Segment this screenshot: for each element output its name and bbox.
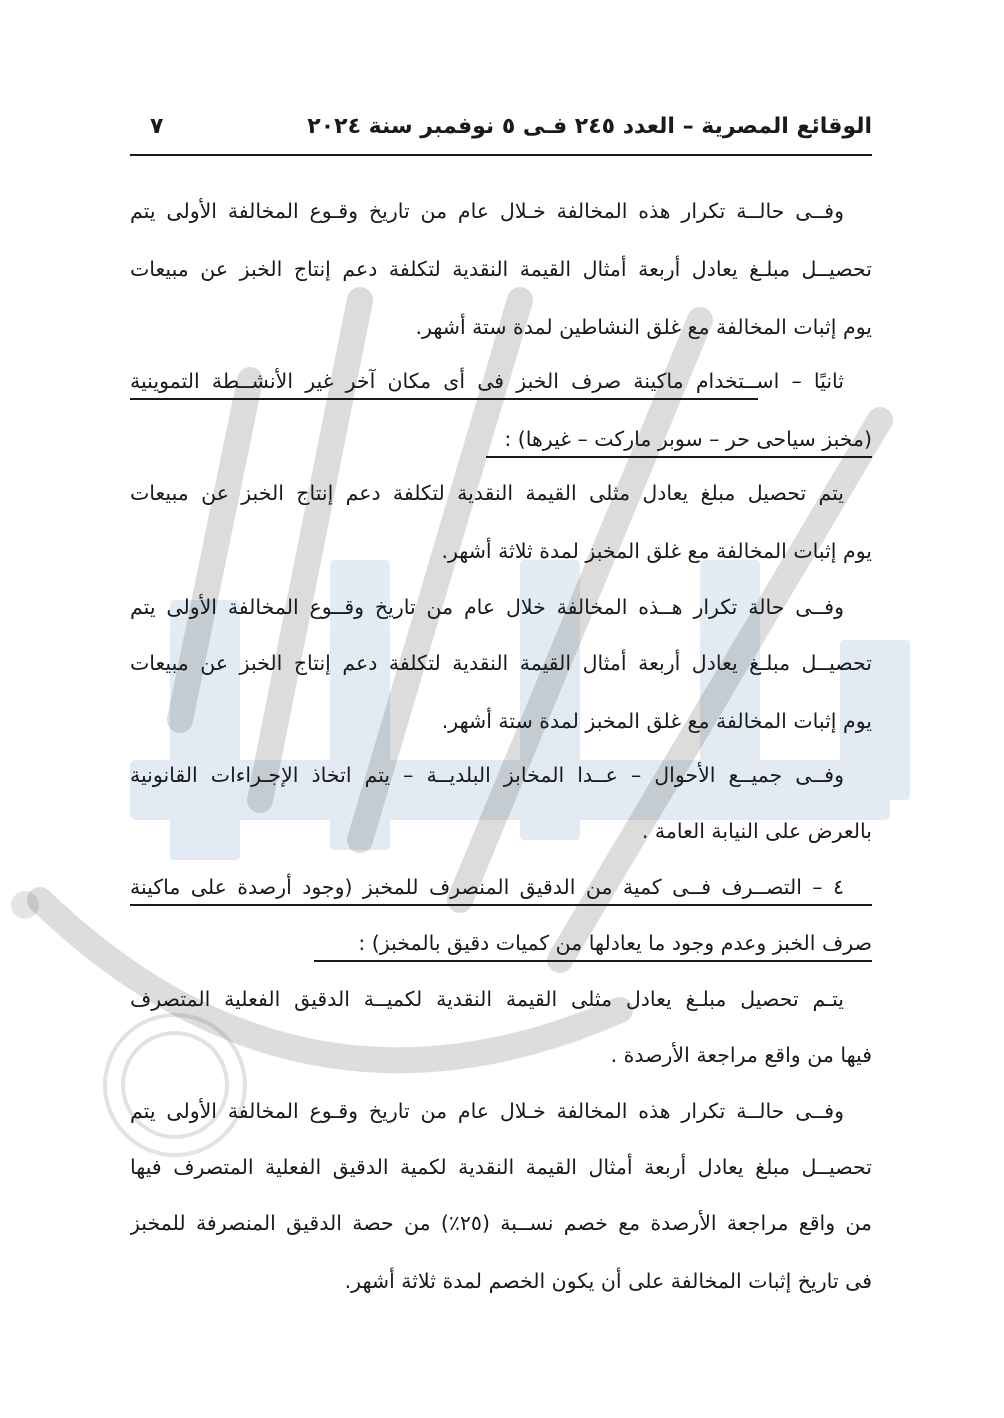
body-line: وفــى حالــة تكرار هذه المخالفة خـلال عام من تاريخ وقـوع المخالفة الأولى يتم bbox=[130, 199, 844, 223]
body-line: بالعرض على النيابة العامة . bbox=[641, 819, 872, 843]
body-line: وفــى حالــة تكرار هذه المخالفة خـلال عام من تاريخ وقـوع المخالفة الأولى يتم bbox=[130, 1099, 844, 1123]
body-line: تحصيــل مبلغ يعادل أربعة أمثال القيمة النقدية لكمية الدقيق الفعلية المتصرف فيها bbox=[130, 1155, 872, 1179]
body-line: فى تاريخ إثبات المخالفة على أن يكون الخصم لمدة ثلاثة أشهر. bbox=[344, 1269, 872, 1293]
body-line: (مخبز سياحى حر – سوبر ماركت – غيرها) : bbox=[504, 427, 872, 451]
page-header bbox=[130, 108, 872, 156]
body-line: يتـم تحصيل مبلـغ يعادل مثلى القيمة النقدية لكميــة الدقيق الفعلية المتصرف bbox=[130, 987, 844, 1011]
body-line: ثانيًا – اســتخدام ماكينة صرف الخبز فى أى مكان آخر غير الأنشــطة التموينية bbox=[130, 369, 844, 393]
underline-rule bbox=[486, 456, 872, 458]
header-title: الوقائع المصرية – العدد ٢٤٥ فـى ٥ نوفمبر سنة ٢٠٢٤ bbox=[307, 114, 872, 139]
body-line: يوم إثبات المخالفة مع غلق النشاطين لمدة ستة أشهر. bbox=[415, 315, 872, 339]
body-line: وفــى حالة تكرار هــذه المخالفة خلال عام من تاريخ وقــوع المخالفة الأولى يتم bbox=[130, 595, 844, 619]
body-line: يتم تحصيل مبلغ يعادل مثلى القيمة النقدية لتكلفة دعم إنتاج الخبز عن مبيعات bbox=[130, 481, 844, 505]
body-line: صرف الخبز وعدم وجود ما يعادلها من كميات دقيق بالمخبز) : bbox=[358, 931, 872, 955]
body-line: وفــى جميــع الأحوال – عــدا المخابز البلديــة – يتم اتخاذ الإجـراءات القانونية bbox=[130, 763, 844, 787]
body-line: يوم إثبات المخالفة مع غلق المخبز لمدة ستة أشهر. bbox=[441, 709, 872, 733]
body-line: يوم إثبات المخالفة مع غلق المخبز لمدة ثلاثة أشهر. bbox=[441, 539, 872, 563]
body-line: من واقع مراجعة الأرصدة مع خصم نســبة (٢٥٪) من حصة الدقيق المنصرفة للمخبز bbox=[130, 1211, 872, 1235]
underline-rule bbox=[130, 904, 872, 906]
underline-rule bbox=[130, 398, 758, 400]
underline-rule bbox=[314, 960, 872, 962]
body-line: تحصيــل مبلـغ يعادل أربعة أمثال القيمة النقدية لتكلفة دعم إنتاج الخبز عن مبيعات bbox=[130, 651, 872, 675]
body-line: فيها من واقع مراجعة الأرصدة . bbox=[610, 1043, 872, 1067]
body-line: ٤ – التصــرف فــى كمية من الدقيق المنصرف للمخبز (وجود أرصدة على ماكينة bbox=[130, 875, 844, 899]
body-line: تحصيــل مبلـغ يعادل أربعة أمثال القيمة النقدية لتكلفة دعم إنتاج الخبز عن مبيعات bbox=[130, 257, 872, 281]
page-number: ٧ bbox=[150, 114, 164, 139]
